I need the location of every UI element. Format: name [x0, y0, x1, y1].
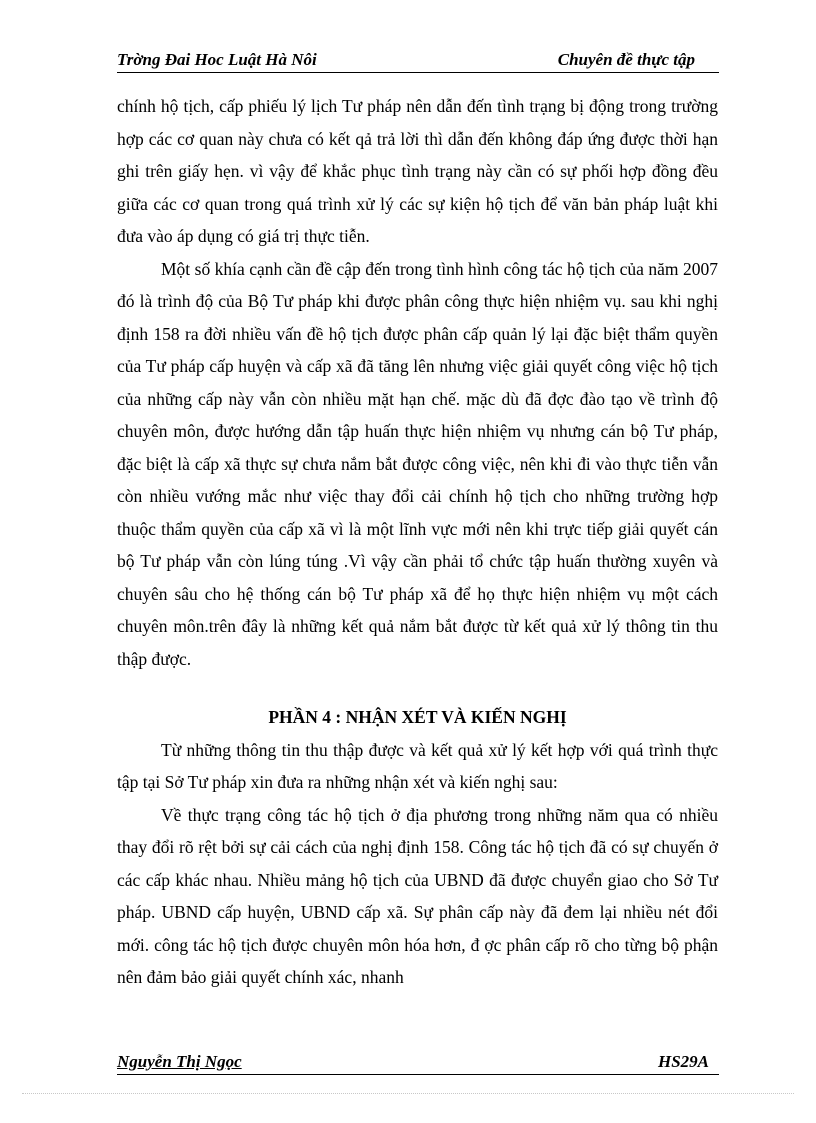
page-header: [117, 48, 719, 73]
paragraph-4: Về thực trạng công tác hộ tịch ở địa phương trong những năm qua có nhiều thay đổi rõ rệt bởi sự cải cách của nghị định 158. Công tác hộ tịch đã có sự chuyến ở các cấp khác nhau. Nhiều mảng hộ tịch của UBND đã được chuyển giao cho Sở Tư pháp. UBND cấp huyện, UBND cấp xã. Sự phân cấp này đã đem lại nhiều nét đổi mới. công tác hộ tịch được chuyên môn hóa hơn, đ ợc phân cấp rõ cho từng bộ phận nên đảm bảo giải quyết chính xác, nhanh: [117, 804, 718, 987]
footer-author: Nguyễn Thị Ngọc: [117, 1052, 242, 1071]
document-body: [117, 90, 718, 994]
footer-class: HS29A: [657, 1052, 709, 1071]
header-school-name: Trờng Đai Hoc Luật Hà Nôi: [117, 50, 317, 69]
header-topic: Chuyên đề thực tập: [557, 50, 695, 69]
paragraph-3: Từ những thông tin thu thập được và kết quả xử lý kết hợp với quá trình thực tập tại Sở Tư pháp xin đưa ra những nhận xét và kiến nghị sau:: [117, 739, 718, 792]
section-heading: PHẦN 4 : NHẬN XÉT VÀ KIẾN NGHỊ: [268, 707, 567, 727]
page-bottom-edge: [22, 1093, 794, 1094]
page-footer: [117, 1050, 719, 1075]
paragraph-2: Một số khía cạnh cần đề cập đến trong tình hình công tác hộ tịch của năm 2007 đó là trình độ của Bộ Tư pháp khi được phân công thực hiện nhiệm vụ. sau khi nghị định 158 ra đời nhiều vấn đề hộ tịch được phân cấp quản lý lại đặc biệt thẩm quyền của Tư pháp cấp huyện và cấp xã đã tăng lên nhưng việc giải quyết công việc hộ tịch của những cấp này vẫn còn nhiều mặt hạn chế. mặc dù đã đợc đào tạo về trình độ chuyên môn, được hướng dẫn tập huấn thực hiện nhiệm vụ nhưng cán bộ Tư pháp, đặc biệt là cấp xã thực sự chưa nắm bắt được công việc, nên khi đi vào thực tiễn vẫn còn nhiều vướng mắc như việc thay đổi cải chính hộ tịch cho những trường hợp thuộc thẩm quyền của cấp xã vì là một lĩnh vực mới nên khi trực tiếp giải quyết cán bộ Tư pháp vẫn còn lúng túng .Vì vậy cần phải tổ chức tập huấn thường xuyên và chuyên sâu cho hệ thống cán bộ Tư pháp xã để họ thực hiện nhiệm vụ một cách chuyên môn.trên đây là những kết quả nắm bắt được từ kết quả xử lý thông tin thu thập được.: [117, 258, 718, 669]
paragraph-1: chính hộ tịch, cấp phiếu lý lịch Tư pháp nên dẫn đến tình trạng bị động trong trường hợp các cơ quan này chưa có kết qả trả lời thì dẫn đến không đáp ứng được thời hạn ghi trên giấy hẹn. vì vậy để khắc phục tình trạng này cần có sự phối hợp đồng đều giữa các cơ quan trong quá trình xử lý các sự kiện hộ tịch để văn bản pháp luật khi đưa vào áp dụng có giá trị thực tiễn.: [117, 96, 718, 246]
